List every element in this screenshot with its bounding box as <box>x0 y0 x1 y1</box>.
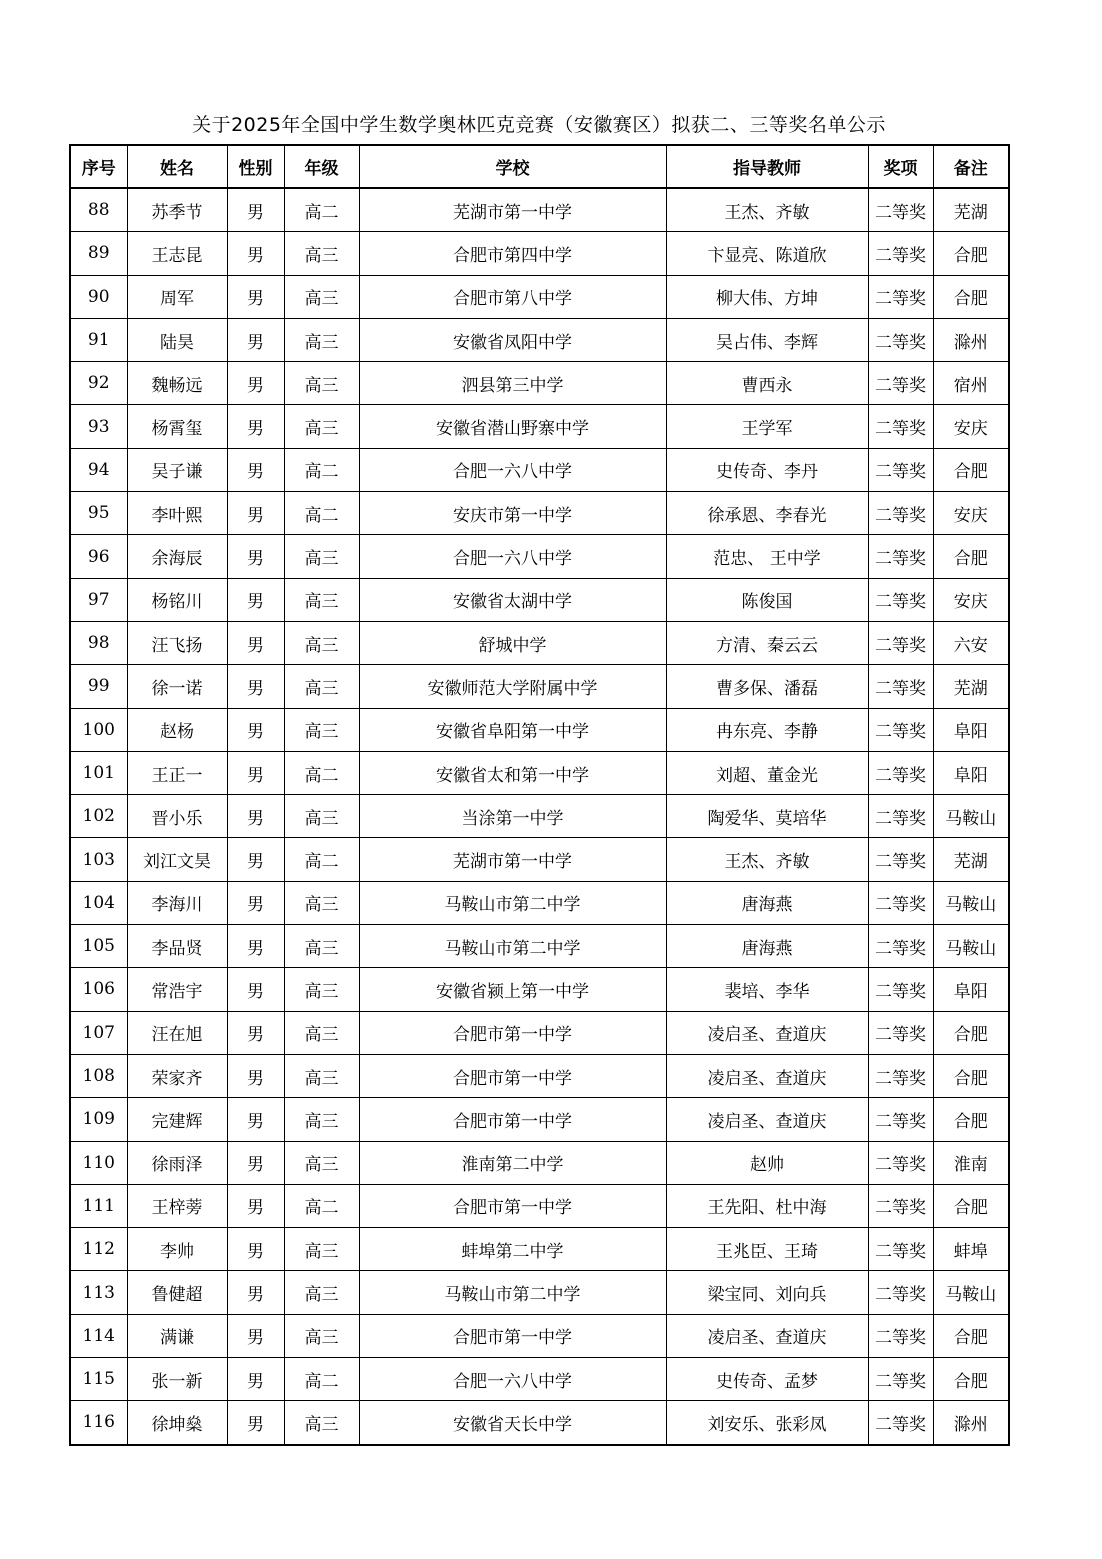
cell-school: 蚌埠第二中学 <box>359 1228 666 1271</box>
cell-grade: 高二 <box>284 1358 359 1401</box>
cell-award: 二等奖 <box>868 1011 933 1054</box>
cell-remark: 宿州 <box>933 362 1009 405</box>
table-row <box>70 925 1009 968</box>
cell-name: 杨霄玺 <box>127 405 227 448</box>
cell-school: 合肥市第一中学 <box>359 1184 666 1227</box>
cell-name: 吴子谦 <box>127 448 227 491</box>
cell-school: 当涂第一中学 <box>359 795 666 838</box>
cell-gender: 男 <box>227 838 284 881</box>
cell-school: 安徽师范大学附属中学 <box>359 665 666 708</box>
cell-gender: 男 <box>227 1228 284 1271</box>
cell-teacher: 曹多保、潘磊 <box>666 665 868 708</box>
table-row <box>70 535 1009 578</box>
cell-award: 二等奖 <box>868 1314 933 1357</box>
cell-remark: 马鞍山 <box>933 925 1009 968</box>
cell-index: 104 <box>70 881 127 924</box>
cell-teacher: 唐海燕 <box>666 925 868 968</box>
header-award: 奖项 <box>868 145 933 188</box>
cell-gender: 男 <box>227 751 284 794</box>
cell-grade: 高二 <box>284 1184 359 1227</box>
cell-name: 鲁健超 <box>127 1271 227 1314</box>
cell-index: 90 <box>70 275 127 318</box>
cell-award: 二等奖 <box>868 362 933 405</box>
cell-award: 二等奖 <box>868 795 933 838</box>
cell-grade: 高三 <box>284 925 359 968</box>
cell-gender: 男 <box>227 188 284 232</box>
cell-gender: 男 <box>227 1184 284 1227</box>
cell-school: 芜湖市第一中学 <box>359 188 666 232</box>
table-row <box>70 405 1009 448</box>
table-row <box>70 1054 1009 1097</box>
cell-name: 周军 <box>127 275 227 318</box>
cell-gender: 男 <box>227 968 284 1011</box>
cell-teacher: 赵帅 <box>666 1141 868 1184</box>
cell-gender: 男 <box>227 578 284 621</box>
cell-grade: 高三 <box>284 1228 359 1271</box>
cell-school: 安庆市第一中学 <box>359 492 666 535</box>
cell-school: 安徽省潜山野寨中学 <box>359 405 666 448</box>
cell-remark: 滁州 <box>933 318 1009 361</box>
cell-index: 93 <box>70 405 127 448</box>
cell-school: 合肥一六八中学 <box>359 535 666 578</box>
cell-remark: 安庆 <box>933 492 1009 535</box>
cell-gender: 男 <box>227 232 284 275</box>
table-row <box>70 188 1009 232</box>
cell-grade: 高三 <box>284 1054 359 1097</box>
cell-teacher: 王先阳、杜中海 <box>666 1184 868 1227</box>
table-row <box>70 232 1009 275</box>
cell-grade: 高二 <box>284 188 359 232</box>
cell-award: 二等奖 <box>868 838 933 881</box>
cell-name: 常浩宇 <box>127 968 227 1011</box>
cell-teacher: 裴培、李华 <box>666 968 868 1011</box>
cell-teacher: 唐海燕 <box>666 881 868 924</box>
cell-teacher: 卞显亮、陈道欣 <box>666 232 868 275</box>
cell-grade: 高三 <box>284 708 359 751</box>
cell-name: 王梓蒡 <box>127 1184 227 1227</box>
cell-gender: 男 <box>227 665 284 708</box>
cell-teacher: 陈俊国 <box>666 578 868 621</box>
cell-name: 张一新 <box>127 1358 227 1401</box>
cell-school: 马鞍山市第二中学 <box>359 881 666 924</box>
cell-remark: 滁州 <box>933 1401 1009 1445</box>
cell-school: 合肥市第一中学 <box>359 1098 666 1141</box>
cell-name: 赵杨 <box>127 708 227 751</box>
cell-name: 满谦 <box>127 1314 227 1357</box>
cell-gender: 男 <box>227 362 284 405</box>
cell-award: 二等奖 <box>868 232 933 275</box>
cell-remark: 合肥 <box>933 1358 1009 1401</box>
cell-teacher: 冉东亮、李静 <box>666 708 868 751</box>
cell-index: 100 <box>70 708 127 751</box>
table-row <box>70 448 1009 491</box>
cell-award: 二等奖 <box>868 448 933 491</box>
cell-teacher: 王兆臣、王琦 <box>666 1228 868 1271</box>
cell-gender: 男 <box>227 621 284 664</box>
cell-school: 安徽省颍上第一中学 <box>359 968 666 1011</box>
cell-grade: 高三 <box>284 1314 359 1357</box>
cell-name: 荣家齐 <box>127 1054 227 1097</box>
cell-grade: 高三 <box>284 1098 359 1141</box>
table-row <box>70 795 1009 838</box>
table-row <box>70 1271 1009 1314</box>
cell-remark: 马鞍山 <box>933 1271 1009 1314</box>
cell-teacher: 史传奇、李丹 <box>666 448 868 491</box>
cell-index: 110 <box>70 1141 127 1184</box>
cell-remark: 合肥 <box>933 1098 1009 1141</box>
cell-grade: 高三 <box>284 1011 359 1054</box>
cell-teacher: 史传奇、孟梦 <box>666 1358 868 1401</box>
cell-grade: 高三 <box>284 578 359 621</box>
cell-remark: 阜阳 <box>933 968 1009 1011</box>
cell-teacher: 刘超、董金光 <box>666 751 868 794</box>
cell-index: 112 <box>70 1228 127 1271</box>
cell-grade: 高三 <box>284 795 359 838</box>
cell-gender: 男 <box>227 535 284 578</box>
cell-remark: 合肥 <box>933 275 1009 318</box>
cell-remark: 芜湖 <box>933 665 1009 708</box>
cell-teacher: 柳大伟、方坤 <box>666 275 868 318</box>
cell-school: 安徽省凤阳中学 <box>359 318 666 361</box>
header-gender: 性别 <box>227 145 284 188</box>
cell-remark: 芜湖 <box>933 838 1009 881</box>
cell-name: 魏畅远 <box>127 362 227 405</box>
cell-award: 二等奖 <box>868 1271 933 1314</box>
cell-grade: 高三 <box>284 405 359 448</box>
cell-name: 王正一 <box>127 751 227 794</box>
cell-grade: 高三 <box>284 665 359 708</box>
cell-gender: 男 <box>227 1141 284 1184</box>
page-title: 关于2025年全国中学生数学奥林匹克竞赛（安徽赛区）拟获二、三等奖名单公示 <box>192 114 886 136</box>
cell-remark: 六安 <box>933 621 1009 664</box>
cell-grade: 高二 <box>284 751 359 794</box>
cell-school: 泗县第三中学 <box>359 362 666 405</box>
cell-school: 合肥市第一中学 <box>359 1011 666 1054</box>
cell-remark: 芜湖 <box>933 188 1009 232</box>
cell-gender: 男 <box>227 1358 284 1401</box>
cell-award: 二等奖 <box>868 1401 933 1445</box>
cell-award: 二等奖 <box>868 665 933 708</box>
cell-school: 淮南第二中学 <box>359 1141 666 1184</box>
cell-school: 合肥一六八中学 <box>359 1358 666 1401</box>
cell-name: 刘江文昊 <box>127 838 227 881</box>
cell-grade: 高二 <box>284 838 359 881</box>
cell-gender: 男 <box>227 492 284 535</box>
table-row <box>70 492 1009 535</box>
cell-name: 徐雨泽 <box>127 1141 227 1184</box>
cell-name: 汪飞扬 <box>127 621 227 664</box>
cell-name: 李叶熙 <box>127 492 227 535</box>
cell-index: 88 <box>70 188 127 232</box>
award-list-table <box>69 144 1010 1446</box>
cell-index: 101 <box>70 751 127 794</box>
cell-gender: 男 <box>227 448 284 491</box>
cell-teacher: 陶爱华、莫培华 <box>666 795 868 838</box>
cell-school: 马鞍山市第二中学 <box>359 925 666 968</box>
cell-teacher: 徐承恩、李春光 <box>666 492 868 535</box>
cell-gender: 男 <box>227 1314 284 1357</box>
cell-teacher: 王杰、齐敏 <box>666 838 868 881</box>
cell-name: 李品贤 <box>127 925 227 968</box>
cell-index: 92 <box>70 362 127 405</box>
cell-remark: 蚌埠 <box>933 1228 1009 1271</box>
cell-teacher: 方清、秦云云 <box>666 621 868 664</box>
header-remark: 备注 <box>933 145 1009 188</box>
cell-award: 二等奖 <box>868 621 933 664</box>
cell-grade: 高三 <box>284 621 359 664</box>
cell-award: 二等奖 <box>868 1054 933 1097</box>
table-row <box>70 665 1009 708</box>
cell-school: 合肥市第四中学 <box>359 232 666 275</box>
cell-gender: 男 <box>227 1401 284 1445</box>
cell-award: 二等奖 <box>868 535 933 578</box>
cell-index: 97 <box>70 578 127 621</box>
cell-school: 合肥市第八中学 <box>359 275 666 318</box>
cell-name: 李帅 <box>127 1228 227 1271</box>
cell-grade: 高三 <box>284 881 359 924</box>
cell-index: 106 <box>70 968 127 1011</box>
cell-award: 二等奖 <box>868 578 933 621</box>
cell-remark: 淮南 <box>933 1141 1009 1184</box>
cell-remark: 合肥 <box>933 1314 1009 1357</box>
cell-remark: 安庆 <box>933 405 1009 448</box>
table-row <box>70 1011 1009 1054</box>
cell-name: 徐坤燊 <box>127 1401 227 1445</box>
table-row <box>70 621 1009 664</box>
cell-grade: 高二 <box>284 492 359 535</box>
cell-remark: 安庆 <box>933 578 1009 621</box>
cell-grade: 高三 <box>284 362 359 405</box>
cell-gender: 男 <box>227 1098 284 1141</box>
cell-name: 完建辉 <box>127 1098 227 1141</box>
cell-index: 109 <box>70 1098 127 1141</box>
cell-award: 二等奖 <box>868 405 933 448</box>
table-body <box>70 188 1009 1445</box>
cell-index: 116 <box>70 1401 127 1445</box>
cell-grade: 高三 <box>284 535 359 578</box>
cell-gender: 男 <box>227 318 284 361</box>
cell-index: 96 <box>70 535 127 578</box>
cell-index: 95 <box>70 492 127 535</box>
table-row <box>70 1184 1009 1227</box>
cell-gender: 男 <box>227 275 284 318</box>
cell-gender: 男 <box>227 708 284 751</box>
cell-grade: 高三 <box>284 232 359 275</box>
cell-grade: 高三 <box>284 318 359 361</box>
cell-index: 108 <box>70 1054 127 1097</box>
cell-award: 二等奖 <box>868 1228 933 1271</box>
cell-award: 二等奖 <box>868 492 933 535</box>
cell-grade: 高三 <box>284 968 359 1011</box>
cell-index: 99 <box>70 665 127 708</box>
table-row <box>70 968 1009 1011</box>
cell-award: 二等奖 <box>868 318 933 361</box>
cell-name: 晋小乐 <box>127 795 227 838</box>
cell-index: 94 <box>70 448 127 491</box>
cell-index: 102 <box>70 795 127 838</box>
header-index: 序号 <box>70 145 127 188</box>
cell-index: 98 <box>70 621 127 664</box>
cell-award: 二等奖 <box>868 925 933 968</box>
cell-grade: 高二 <box>284 448 359 491</box>
cell-gender: 男 <box>227 1054 284 1097</box>
header-school: 学校 <box>359 145 666 188</box>
table-row <box>70 578 1009 621</box>
cell-index: 91 <box>70 318 127 361</box>
cell-name: 杨铭川 <box>127 578 227 621</box>
cell-name: 余海辰 <box>127 535 227 578</box>
table-row <box>70 362 1009 405</box>
cell-name: 苏季节 <box>127 188 227 232</box>
cell-award: 二等奖 <box>868 1098 933 1141</box>
cell-grade: 高三 <box>284 1141 359 1184</box>
cell-remark: 合肥 <box>933 1184 1009 1227</box>
cell-award: 二等奖 <box>868 1141 933 1184</box>
cell-school: 合肥一六八中学 <box>359 448 666 491</box>
cell-teacher: 凌启圣、查道庆 <box>666 1011 868 1054</box>
cell-remark: 合肥 <box>933 535 1009 578</box>
cell-teacher: 王学军 <box>666 405 868 448</box>
table-row <box>70 318 1009 361</box>
cell-teacher: 凌启圣、查道庆 <box>666 1098 868 1141</box>
cell-name: 陆昊 <box>127 318 227 361</box>
cell-index: 107 <box>70 1011 127 1054</box>
cell-school: 安徽省太和第一中学 <box>359 751 666 794</box>
cell-teacher: 凌启圣、查道庆 <box>666 1054 868 1097</box>
cell-gender: 男 <box>227 1271 284 1314</box>
cell-name: 李海川 <box>127 881 227 924</box>
header-grade: 年级 <box>284 145 359 188</box>
cell-teacher: 吴占伟、李辉 <box>666 318 868 361</box>
table-row <box>70 838 1009 881</box>
cell-award: 二等奖 <box>868 751 933 794</box>
cell-grade: 高三 <box>284 1271 359 1314</box>
cell-remark: 合肥 <box>933 448 1009 491</box>
cell-grade: 高三 <box>284 1401 359 1445</box>
table-row <box>70 881 1009 924</box>
table-row <box>70 751 1009 794</box>
cell-school: 合肥市第一中学 <box>359 1054 666 1097</box>
table-row <box>70 1228 1009 1271</box>
table-row <box>70 1401 1009 1445</box>
cell-index: 103 <box>70 838 127 881</box>
cell-school: 芜湖市第一中学 <box>359 838 666 881</box>
cell-gender: 男 <box>227 881 284 924</box>
cell-index: 105 <box>70 925 127 968</box>
cell-remark: 马鞍山 <box>933 881 1009 924</box>
cell-gender: 男 <box>227 1011 284 1054</box>
cell-award: 二等奖 <box>868 968 933 1011</box>
cell-school: 安徽省阜阳第一中学 <box>359 708 666 751</box>
cell-school: 舒城中学 <box>359 621 666 664</box>
table-row <box>70 1358 1009 1401</box>
cell-remark: 马鞍山 <box>933 795 1009 838</box>
table-row <box>70 1141 1009 1184</box>
cell-teacher: 梁宝同、刘向兵 <box>666 1271 868 1314</box>
cell-award: 二等奖 <box>868 188 933 232</box>
table-header-row <box>70 145 1009 188</box>
header-name: 姓名 <box>127 145 227 188</box>
cell-teacher: 曹西永 <box>666 362 868 405</box>
cell-award: 二等奖 <box>868 1184 933 1227</box>
cell-index: 113 <box>70 1271 127 1314</box>
cell-remark: 合肥 <box>933 1054 1009 1097</box>
cell-gender: 男 <box>227 795 284 838</box>
table-row <box>70 708 1009 751</box>
cell-teacher: 凌启圣、查道庆 <box>666 1314 868 1357</box>
cell-remark: 合肥 <box>933 232 1009 275</box>
cell-school: 安徽省天长中学 <box>359 1401 666 1445</box>
cell-index: 111 <box>70 1184 127 1227</box>
cell-gender: 男 <box>227 405 284 448</box>
cell-index: 89 <box>70 232 127 275</box>
table-row <box>70 1314 1009 1357</box>
cell-teacher: 王杰、齐敏 <box>666 188 868 232</box>
cell-index: 114 <box>70 1314 127 1357</box>
cell-school: 安徽省太湖中学 <box>359 578 666 621</box>
cell-award: 二等奖 <box>868 881 933 924</box>
table-row <box>70 275 1009 318</box>
cell-teacher: 刘安乐、张彩凤 <box>666 1401 868 1445</box>
cell-index: 115 <box>70 1358 127 1401</box>
cell-remark: 阜阳 <box>933 708 1009 751</box>
cell-school: 马鞍山市第二中学 <box>359 1271 666 1314</box>
header-teacher: 指导教师 <box>666 145 868 188</box>
cell-gender: 男 <box>227 925 284 968</box>
table-row <box>70 1098 1009 1141</box>
cell-grade: 高三 <box>284 275 359 318</box>
cell-school: 合肥市第一中学 <box>359 1314 666 1357</box>
cell-remark: 合肥 <box>933 1011 1009 1054</box>
cell-name: 汪在旭 <box>127 1011 227 1054</box>
cell-award: 二等奖 <box>868 275 933 318</box>
cell-award: 二等奖 <box>868 1358 933 1401</box>
cell-teacher: 范忠、 王中学 <box>666 535 868 578</box>
cell-name: 徐一诺 <box>127 665 227 708</box>
cell-award: 二等奖 <box>868 708 933 751</box>
cell-remark: 阜阳 <box>933 751 1009 794</box>
cell-name: 王志昆 <box>127 232 227 275</box>
